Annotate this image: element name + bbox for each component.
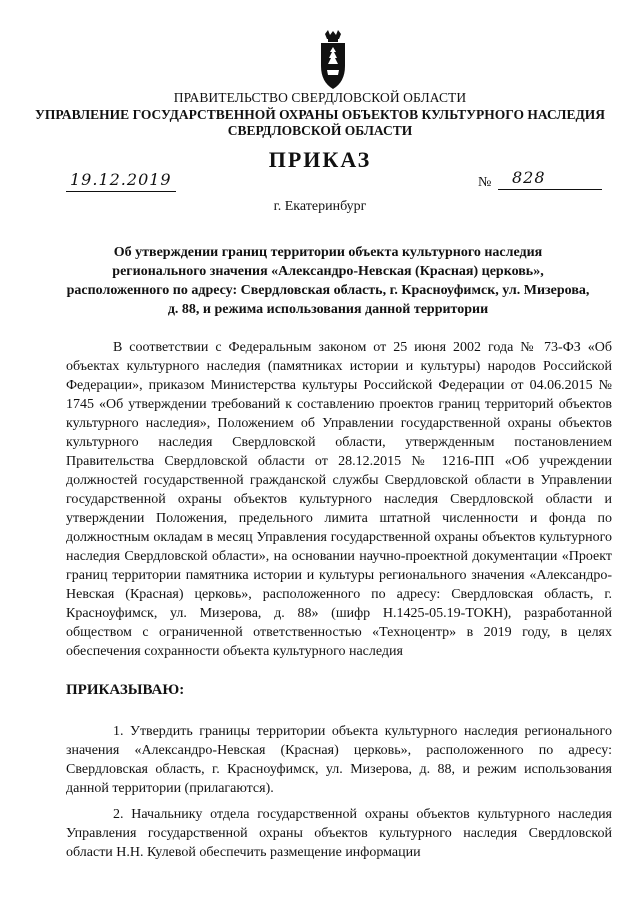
department-name-line1: УПРАВЛЕНИЕ ГОСУДАРСТВЕННОЙ ОХРАНЫ ОБЪЕКТОВ КУЛЬТУРНОГО НАСЛЕДИЯ bbox=[34, 107, 606, 122]
order-item-2: 2. Начальнику отдела государственной охраны объектов культурного наследия Управления государственной охраны объектов культурного наследия Свердловской области Н.Н. Кулевой обеспечить размещение информации bbox=[66, 807, 612, 860]
order-number-value: 828 bbox=[512, 168, 546, 187]
number-underline bbox=[498, 189, 602, 190]
department-name-line2: СВЕРДЛОВСКОЙ ОБЛАСТИ bbox=[227, 123, 413, 138]
order-subject: Об утверждении границ территории объекта культурного наследия регионального значения «Александро-Невская (Красная) церковь», расположенного по адресу: Свердловская область, г. Красноуфимск, ул. Мизерова, д. 88, и режима использования данной территории bbox=[66, 245, 590, 317]
order-number bbox=[498, 168, 602, 190]
order-date bbox=[66, 170, 176, 192]
sverdlovsk-coat-of-arms-icon bbox=[318, 30, 348, 92]
preamble-paragraph: В соответствии с Федеральным законом от 25 июня 2002 года № 73-ФЗ «Об объектах культурного наследия (памятниках истории и культуры) народов Российской Федерации», приказом Министерства культуры Российской Федерации от 04.06.2015 № 1745 «Об утверждении требований к составлению проектов границ территорий объектов культурного наследия», Положением об Управлении государственной охраны объектов культурного наследия Свердловской области, утвержденным постановлением Правительства Свердловской области от 28.12.2015 № 1216-ПП «Об учреждении должностей государственной гражданской службы Свердловской области в Управлении государственной охраны объектов культурного наследия Свердловской области и утверждении Положения, предельного лимита штатной численности и фонда по должностным окладам в месяц Управления государственной охраны объектов культурного наследия Свердловской области», на основании научно-проектной документации «Проект границ территории памятника истории и культуры регионального значения «Александро-Невская (Красная) церковь», расположенного по адресу: Свердловская область, г. Красноуфимск, ул. Мизерова, д. 88» (шифр Н.1425-05.19-ТОКН), разработанной обществом с ограниченной ответственностью «Техноцентр» в 2019 году, в целях обеспечения сохранности объекта культурного наследия bbox=[66, 340, 612, 659]
city: г. Екатеринбург bbox=[273, 199, 367, 214]
department-name bbox=[0, 107, 640, 139]
orders-heading: ПРИКАЗЫВАЮ: bbox=[66, 682, 185, 698]
document-type: ПРИКАЗ bbox=[268, 147, 372, 172]
date-underline bbox=[66, 191, 176, 192]
order-number-label: № bbox=[478, 175, 492, 190]
order-item-1: 1. Утвердить границы территории объекта культурного наследия регионального значения «Александро-Невская (Красная) церковь», расположенного по адресу: Свердловская область, г. Красноуфимск, ул. Мизерова, д. 88, и режим использования данной территории (прилагаются). bbox=[66, 724, 612, 796]
government-name: ПРАВИТЕЛЬСТВО СВЕРДЛОВСКОЙ ОБЛАСТИ bbox=[173, 90, 467, 105]
order-date-value: 19.12.2019 bbox=[70, 170, 172, 189]
